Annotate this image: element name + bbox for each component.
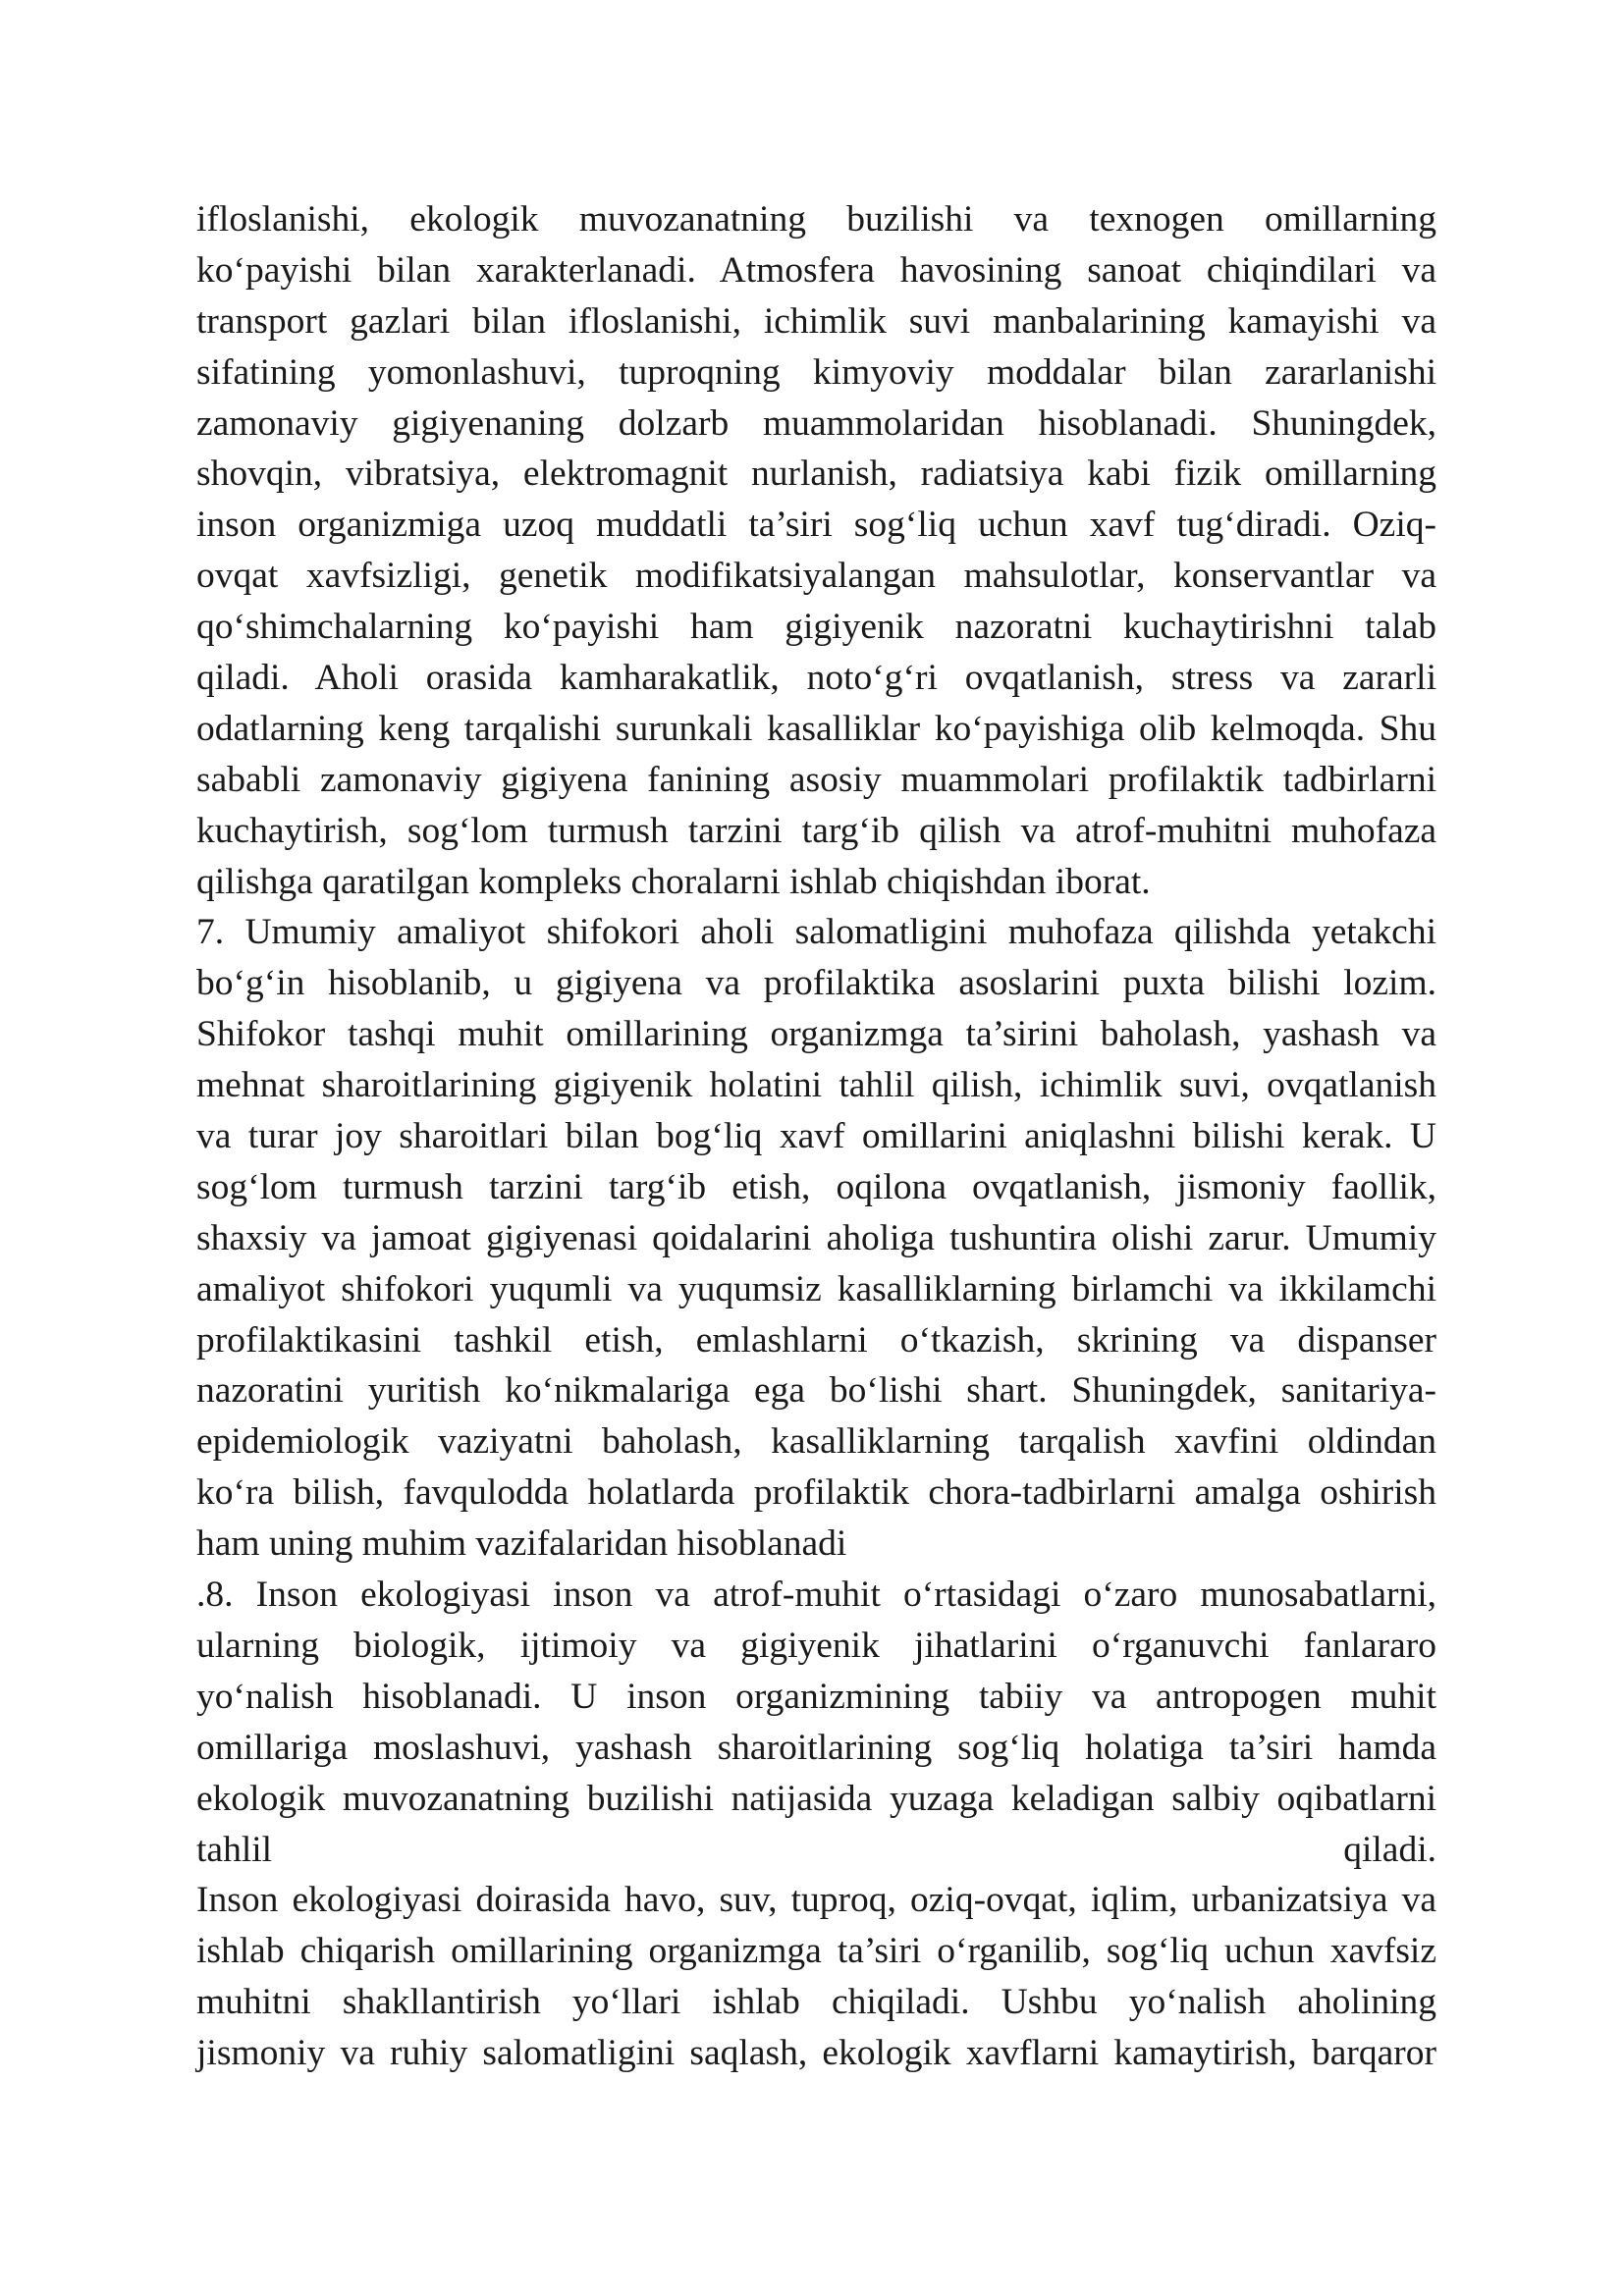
text-line: omillariga moslashuvi, yashash sharoitlarining sog‘liq holatiga ta’siri hamda [196,1727,1436,1768]
text-line: sifatining yomonlashuvi, tuproqning kimyoviy moddalar bilan zararlanishi [196,351,1436,393]
text-line: va turar joy sharoitlari bilan bog‘liq xavf omillarini aniqlashni bilishi kerak. U [196,1116,1436,1157]
text-line: 7. Umumiy amaliyot shifokori aholi salomatligini muhofaza qilishda yetakchi [196,912,1436,953]
text-line: jismoniy va ruhiy salomatligini saqlash, ekologik xavflarni kamaytirish, barqaror [196,2033,1436,2074]
text-line: ham uning muhim vazifalaridan hisoblanadi [196,1523,847,1565]
text-line: kuchaytirish, sog‘lom turmush tarzini targ‘ib qilish va atrof-muhitni muhofaza [196,810,1436,851]
text-line: profilaktikasini tashkil etish, emlashlarni o‘tkazish, skrining va dispanser [196,1319,1436,1361]
text-line: tahlil qiladi. [196,1829,1436,1870]
text-line: odatlarning keng tarqalishi surunkali kasalliklar ko‘payishiga olib kelmoqda. Shu [196,708,1436,749]
text-line: muhitni shakllantirish yo‘llari ishlab chiqiladi. Ushbu yo‘nalish aholining [196,1982,1436,2023]
text-line: epidemiologik vaziyatni baholash, kasalliklarning tarqalish xavfini oldindan [196,1421,1436,1463]
text-line: amaliyot shifokori yuqumli va yuqumsiz kasalliklarning birlamchi va ikkilamchi [196,1268,1436,1309]
text-line: Inson ekologiyasi doirasida havo, suv, tuproq, oziq-ovqat, iqlim, urbanizatsiya va [196,1880,1436,1921]
text-line: sog‘lom turmush tarzini targ‘ib etish, oqilona ovqatlanish, jismoniy faollik, [196,1166,1436,1207]
text-line: qo‘shimchalarning ko‘payishi ham gigiyenik nazoratni kuchaytirishni talab [196,607,1436,648]
text-line: ovqat xavfsizligi, genetik modifikatsiyalangan mahsulotlar, konservantlar va [196,556,1436,597]
text-line: yo‘nalish hisoblanadi. U inson organizmining tabiiy va antropogen muhit [196,1676,1436,1717]
text-line: ularning biologik, ijtimoiy va gigiyenik jihatlarini o‘rganuvchi fanlararo [196,1625,1436,1666]
text-line: qilishga qaratilgan kompleks choralarni ishlab chiqishdan iborat. [196,861,1151,902]
text-line: Shifokor tashqi muhit omillarining organizmga ta’sirini baholash, yashash va [196,1014,1436,1055]
text-line: sababli zamonaviy gigiyena fanining asosiy muammolari profilaktik tadbirlarni [196,759,1436,800]
text-line: shaxsiy va jamoat gigiyenasi qoidalarini aholiga tushuntira olishi zarur. Umumiy [196,1217,1436,1258]
text-line: bo‘g‘in hisoblanib, u gigiyena va profilaktika asoslarini puxta bilishi lozim. [196,963,1436,1004]
text-line: transport gazlari bilan ifloslanishi, ichimlik suvi manbalarining kamayishi va [196,300,1436,342]
text-line: inson organizmiga uzoq muddatli ta’siri sog‘liq uchun xavf tug‘diradi. Oziq- [196,505,1436,546]
text-line: ifloslanishi, ekologik muvozanatning buzilishi va texnogen omillarning [196,199,1436,240]
text-line: .8. Inson ekologiyasi inson va atrof-muhit o‘rtasidagi o‘zaro munosabatlarni, [196,1575,1436,1616]
text-line: nazoratini yuritish ko‘nikmalariga ega bo‘lishi shart. Shuningdek, sanitariya- [196,1370,1436,1412]
text-line: qiladi. Aholi orasida kamharakatlik, noto‘g‘ri ovqatlanish, stress va zararli [196,658,1436,699]
text-line: ishlab chiqarish omillarining organizmga ta’siri o‘rganilib, sog‘liq uchun xavfsiz [196,1931,1436,1972]
body-text [196,194,1436,2079]
text-line: ko‘ra bilish, favqulodda holatlarda profilaktik chora-tadbirlarni amalga oshirish [196,1472,1436,1514]
text-line: shovqin, vibratsiya, elektromagnit nurlanish, radiatsiya kabi fizik omillarning [196,454,1436,495]
text-line: ko‘payishi bilan xarakterlanadi. Atmosfera havosining sanoat chiqindilari va [196,249,1436,291]
text-line: mehnat sharoitlarining gigiyenik holatini tahlil qilish, ichimlik suvi, ovqatlanish [196,1065,1436,1106]
text-line: ekologik muvozanatning buzilishi natijasida yuzaga keladigan salbiy oqibatlarni [196,1778,1436,1819]
text-line: zamonaviy gigiyenaning dolzarb muammolaridan hisoblanadi. Shuningdek, [196,402,1436,444]
